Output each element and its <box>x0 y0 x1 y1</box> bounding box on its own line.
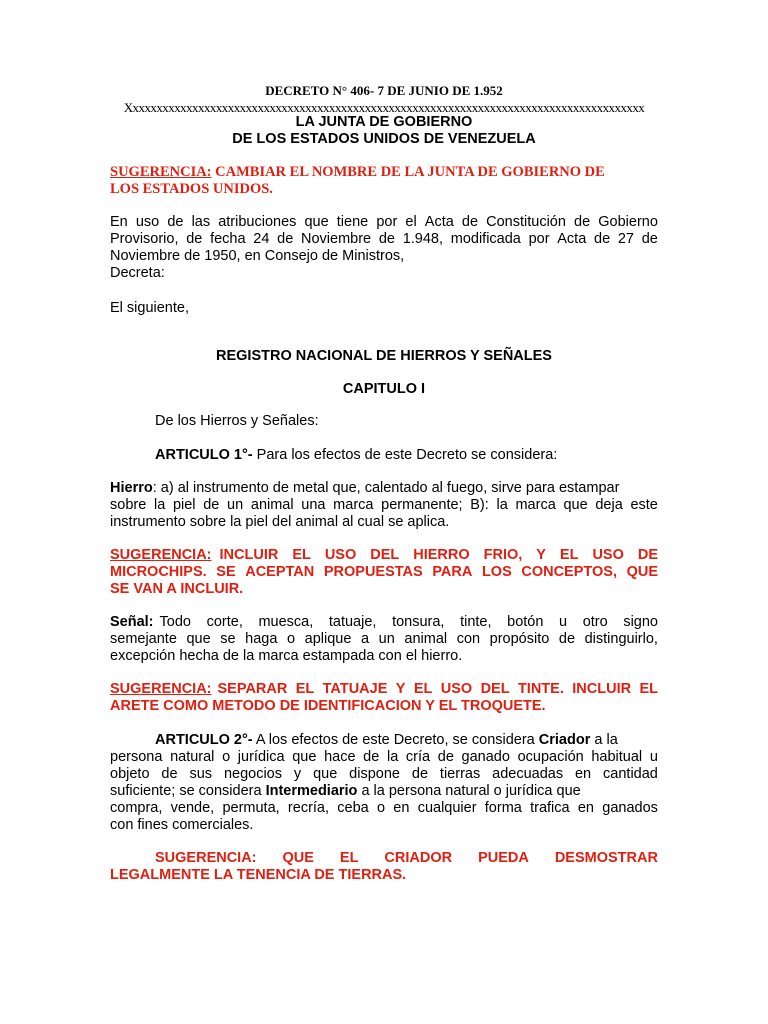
suggestion-1 <box>110 164 658 198</box>
suggestion-text: SEPARAR EL TATUAJE Y EL USO DEL TINTE. INCLUIR EL <box>217 681 658 697</box>
suggestion-word: QUE <box>282 850 314 866</box>
article-line: con fines comerciales. <box>110 817 254 833</box>
senal-definition <box>110 614 658 665</box>
article-text: a la <box>590 732 618 748</box>
definition-text: : a) al instrumento de metal que, calentado al fuego, sirve para estampar <box>152 480 620 496</box>
term-label: Hierro <box>110 480 153 496</box>
suggestion-text: CAMBIAR EL NOMBRE DE LA JUNTA DE GOBIERNO DE <box>211 164 605 180</box>
intro-line: Provisorio, de fecha 24 de Noviembre de 1.948, modificada por Acta de 27 de <box>110 231 658 247</box>
definition-line: instrumento sobre la piel del animal al cual se aplica. <box>110 514 450 530</box>
definition-line: excepción hecha de la marca estampada con el hierro. <box>110 648 463 664</box>
siguiente-text: El siguiente, <box>110 300 189 316</box>
definition-text: Todo corte, muesca, tatuaje, tonsura, tinte, botón u otro signo <box>159 614 658 630</box>
chapter-title: CAPITULO I <box>342 381 426 397</box>
definition-line: semejante que se haga o aplique a un animal con propósito de distinguirlo, <box>110 631 658 647</box>
decree-heading: DECRETO N° 406- 7 DE JUNIO DE 1.952 <box>265 83 503 98</box>
chapter-subtitle: De los Hierros y Señales: <box>155 413 319 429</box>
article-text: Para los efectos de este Decreto se considera: <box>252 447 558 463</box>
suggestion-text: INCLUIR EL USO DEL HIERRO FRIO, Y EL USO DE <box>219 547 658 563</box>
article-line: persona natural o jurídica que hace de la cría de ganado ocupación habitual u <box>110 749 658 765</box>
suggestion-label: SUGERENCIA: <box>110 681 212 697</box>
article-label: ARTICULO 1°- <box>155 447 253 463</box>
suggestion-3 <box>110 681 658 715</box>
suggestion-word: PUEDA <box>478 850 529 866</box>
article-2 <box>110 732 658 834</box>
article-line: compra, vende, permuta, recría, ceba o en cualquier forma trafica en ganados <box>110 800 658 816</box>
suggestion-word: EL <box>339 850 359 866</box>
suggestion-text: LEGALMENTE LA TENENCIA DE TIERRAS. <box>110 867 407 883</box>
criador-term: Criador <box>538 732 591 748</box>
suggestion-4 <box>110 850 658 884</box>
suggestion-label: SUGERENCIA: <box>110 547 212 563</box>
suggestion-2 <box>110 547 658 598</box>
article-label: ARTICULO 2°- <box>155 732 253 748</box>
article-line: objeto de sus negocios y que dispone de tierras adecuadas en cantidad <box>110 766 658 782</box>
intro-paragraph <box>110 214 658 282</box>
term-label: Señal: <box>110 614 154 630</box>
intro-line: En uso de las atribuciones que tiene por el Acta de Constitución de Gobierno <box>110 214 658 230</box>
suggestion-label: SUGERENCIA: <box>110 164 212 180</box>
hierro-definition <box>110 480 658 531</box>
suggestion-label: SUGERENCIA: <box>155 850 257 866</box>
suggestion-word: CRIADOR <box>384 850 453 866</box>
junta-title: LA JUNTA DE GOBIERNO <box>295 114 473 130</box>
article-text: A los efectos de este Decreto, se considera <box>252 732 539 748</box>
suggestion-text: ARETE COMO METODO DE IDENTIFICACION Y EL TROQUETE. <box>110 698 546 714</box>
suggestion-text: LOS ESTADOS UNIDOS. <box>110 181 273 197</box>
venezuela-title: DE LOS ESTADOS UNIDOS DE VENEZUELA <box>232 131 536 147</box>
suggestion-word: DESMOSTRAR <box>554 850 658 866</box>
intro-line: Noviembre de 1950, en Consejo de Ministros, <box>110 248 405 264</box>
definition-line: sobre la piel de un animal una marca permanente; B): la marca que deja este <box>110 497 658 513</box>
decreta-label: Decreta: <box>110 265 165 281</box>
suggestion-text: SE VAN A INCLUIR. <box>110 581 244 597</box>
intermediario-term: Intermediario <box>265 783 358 799</box>
article-1 <box>110 447 703 464</box>
registry-title: REGISTRO NACIONAL DE HIERROS Y SEÑALES <box>216 348 552 364</box>
article-text: suficiente; se considera <box>110 783 266 799</box>
article-text: a la persona natural o jurídica que <box>357 783 581 799</box>
suggestion-line <box>110 850 658 867</box>
separator-line: Xxxxxxxxxxxxxxxxxxxxxxxxxxxxxxxxxxxxxxxxxxxxxxxxxxxxxxxxxxxxxxxxxxxxxxxxxxxxxxxxxxxxxxx <box>123 100 645 115</box>
suggestion-text: MICROCHIPS. SE ACEPTAN PROPUESTAS PARA LOS CONCEPTOS, QUE <box>110 564 658 580</box>
